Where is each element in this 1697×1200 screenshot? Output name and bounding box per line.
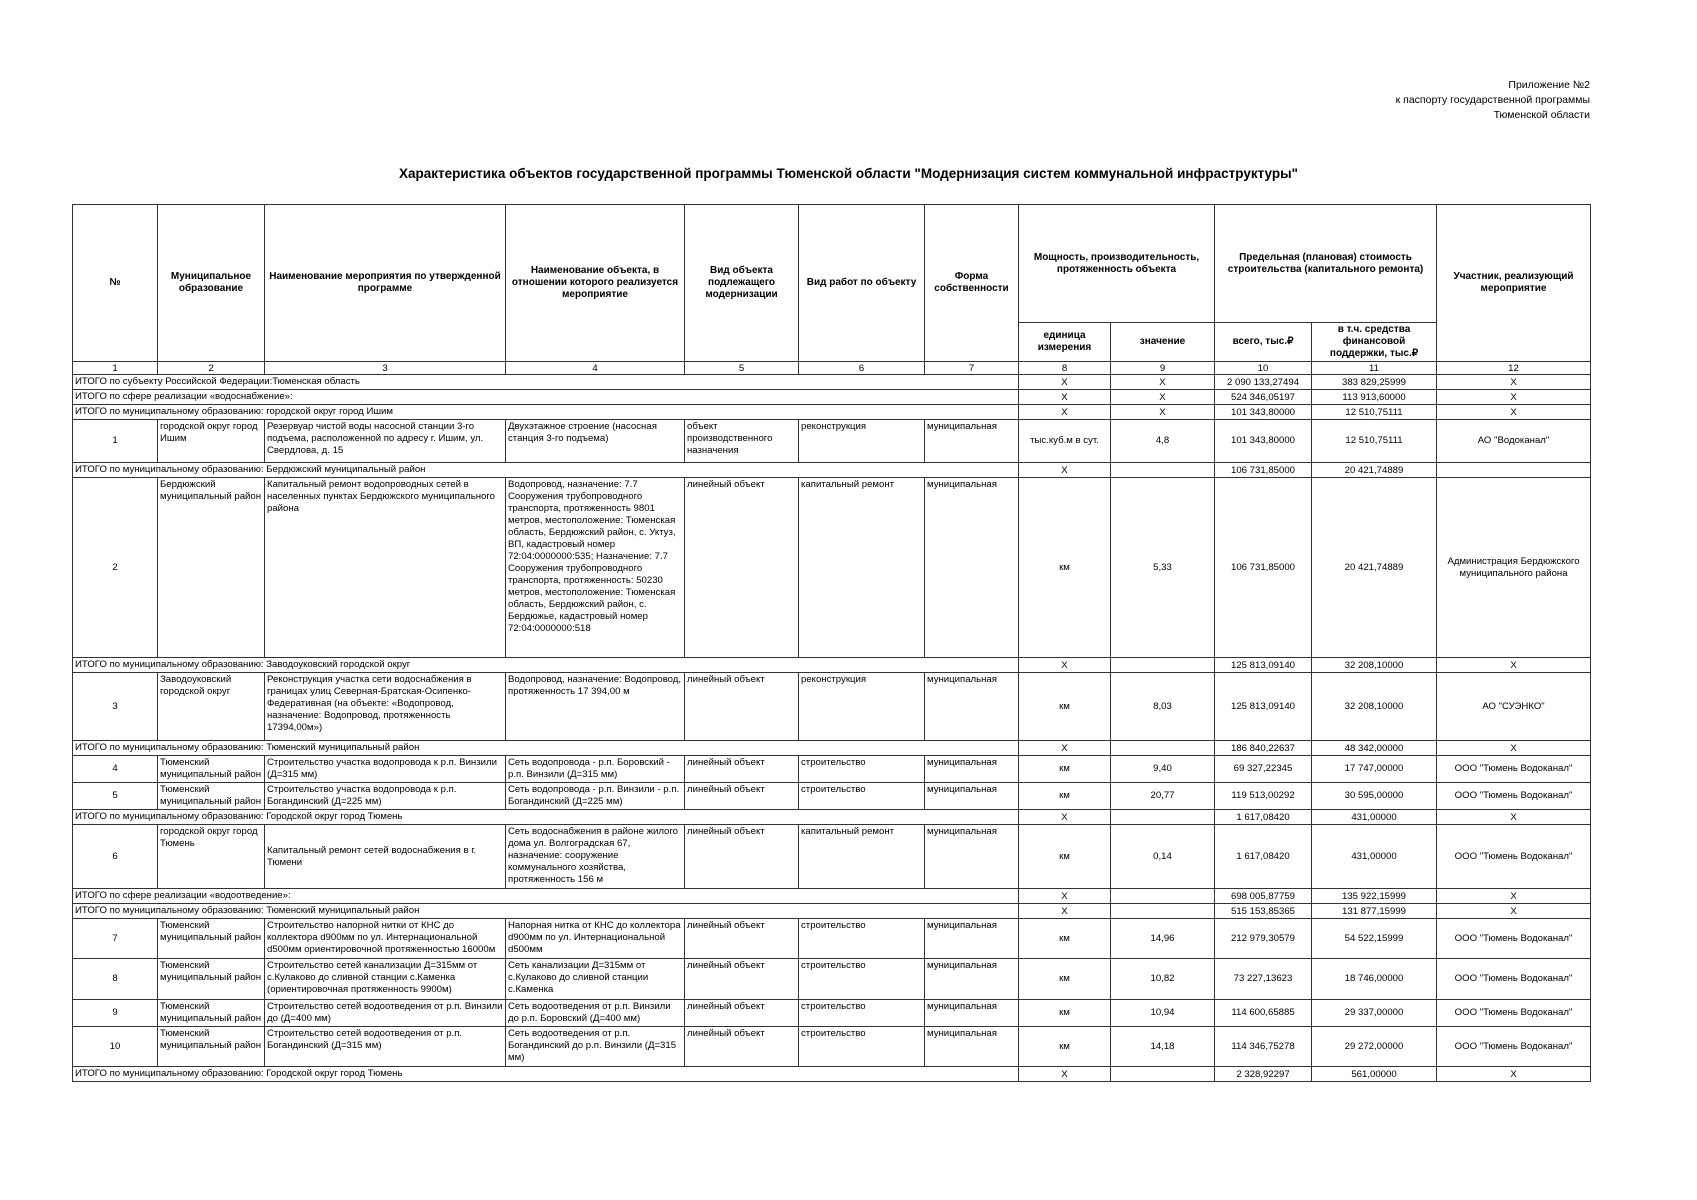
row-no: 7 xyxy=(73,919,158,959)
col-number: 11 xyxy=(1312,362,1437,375)
total-label: ИТОГО по муниципальному образованию: городской округ город Ишим xyxy=(73,405,1019,420)
row-no: 8 xyxy=(73,959,158,1000)
row-value: 9,40 xyxy=(1111,756,1215,783)
total-value xyxy=(1111,741,1215,756)
row-ownership: муниципальная xyxy=(925,783,1019,810)
header-work-type: Вид работ по объекту xyxy=(799,205,925,362)
total-support: 431,00000 xyxy=(1312,810,1437,825)
total-row xyxy=(73,904,1591,919)
total-cost: 524 346,05197 xyxy=(1215,390,1312,405)
total-participant: X xyxy=(1437,810,1591,825)
total-unit: X xyxy=(1019,904,1111,919)
row-unit: км xyxy=(1019,673,1111,741)
header-participant: Участник, реализующий мероприятие xyxy=(1437,205,1591,362)
header-cost-total: всего, тыс.₽ xyxy=(1215,323,1312,362)
total-support: 135 922,15999 xyxy=(1312,889,1437,904)
total-label: ИТОГО по муниципальному образованию: Городской округ город Тюмень xyxy=(73,810,1019,825)
row-measure: Строительство напорной нитки от КНС до коллектора d900мм по ул. Интернациональной d500мм ориентировочной протяженностью 16000м xyxy=(265,919,506,959)
header-object-type: Вид объекта подлежащего модернизации xyxy=(685,205,799,362)
row-cost-support: 12 510,75111 xyxy=(1312,420,1437,463)
row-cost-total: 73 227,13623 xyxy=(1215,959,1312,1000)
row-object: Водопровод, назначение: Водопровод, протяженность 17 394,00 м xyxy=(506,673,685,741)
header-cost-support: в т.ч. средства финансовой поддержки, тыс.₽ xyxy=(1312,323,1437,362)
row-cost-support: 17 747,00000 xyxy=(1312,756,1437,783)
total-participant: X xyxy=(1437,741,1591,756)
row-cost-support: 20 421,74889 xyxy=(1312,478,1437,658)
table-row xyxy=(73,1027,1591,1067)
row-municipality: городской округ город Ишим xyxy=(158,420,265,463)
total-row xyxy=(73,390,1591,405)
total-participant xyxy=(1437,463,1591,478)
row-participant: ООО "Тюмень Водоканал" xyxy=(1437,756,1591,783)
row-cost-support: 32 208,10000 xyxy=(1312,673,1437,741)
total-unit: X xyxy=(1019,390,1111,405)
document-title: Характеристика объектов государственной программы Тюменской области "Модернизация систем коммунальной инфраструктуры" xyxy=(398,166,1299,181)
row-object-type: линейный объект xyxy=(685,756,799,783)
row-cost-support: 29 337,00000 xyxy=(1312,1000,1437,1027)
row-participant: ООО "Тюмень Водоканал" xyxy=(1437,1000,1591,1027)
row-value: 5,33 xyxy=(1111,478,1215,658)
row-value: 8,03 xyxy=(1111,673,1215,741)
row-measure: Строительство участка водопровода к р.п. Винзили (Д=315 мм) xyxy=(265,756,506,783)
col-number: 10 xyxy=(1215,362,1312,375)
total-label: ИТОГО по муниципальному образованию: Городской округ город Тюмень xyxy=(73,1067,1019,1082)
annex-note xyxy=(1396,78,1590,123)
col-number: 5 xyxy=(685,362,799,375)
row-participant: ООО "Тюмень Водоканал" xyxy=(1437,783,1591,810)
total-unit: X xyxy=(1019,463,1111,478)
row-unit: км xyxy=(1019,756,1111,783)
total-unit: X xyxy=(1019,889,1111,904)
header-object: Наименование объекта, в отношении которого реализуется мероприятие xyxy=(506,205,685,362)
row-ownership: муниципальная xyxy=(925,919,1019,959)
row-value: 14,18 xyxy=(1111,1027,1215,1067)
row-value: 0,14 xyxy=(1111,825,1215,889)
row-cost-total: 106 731,85000 xyxy=(1215,478,1312,658)
row-ownership: муниципальная xyxy=(925,756,1019,783)
total-participant: X xyxy=(1437,889,1591,904)
row-measure: Строительство участка водопровода к р.п. Богандинский (Д=225 мм) xyxy=(265,783,506,810)
total-cost: 515 153,85365 xyxy=(1215,904,1312,919)
row-value: 14,96 xyxy=(1111,919,1215,959)
row-value: 20,77 xyxy=(1111,783,1215,810)
table-row xyxy=(73,756,1591,783)
row-unit: тыс.куб.м в сут. xyxy=(1019,420,1111,463)
total-row xyxy=(73,375,1591,390)
row-ownership: муниципальная xyxy=(925,1027,1019,1067)
row-cost-support: 431,00000 xyxy=(1312,825,1437,889)
row-object: Двухэтажное строение (насосная станция 3-го подъема) xyxy=(506,420,685,463)
total-unit: X xyxy=(1019,810,1111,825)
total-label: ИТОГО по сфере реализации «водоснабжение»: xyxy=(73,390,1019,405)
row-municipality: Тюменский муниципальный район xyxy=(158,1000,265,1027)
row-work-type: строительство xyxy=(799,1000,925,1027)
row-unit: км xyxy=(1019,959,1111,1000)
row-participant: ООО "Тюмень Водоканал" xyxy=(1437,1027,1591,1067)
total-cost: 2 090 133,27494 xyxy=(1215,375,1312,390)
table-row xyxy=(73,673,1591,741)
total-cost: 1 617,08420 xyxy=(1215,810,1312,825)
total-participant: X xyxy=(1437,658,1591,673)
total-participant: X xyxy=(1437,375,1591,390)
row-unit: км xyxy=(1019,825,1111,889)
row-municipality: городской округ город Тюмень xyxy=(158,825,265,889)
col-number: 4 xyxy=(506,362,685,375)
row-measure: Строительство сетей канализации Д=315мм от с.Кулаково до сливной станции с.Каменка (ориентировочная протяженность 9900м) xyxy=(265,959,506,1000)
row-cost-total: 114 346,75278 xyxy=(1215,1027,1312,1067)
row-object: Сеть водопровода - р.п. Винзили - р.п. Богандинский (Д=225 мм) xyxy=(506,783,685,810)
total-participant: X xyxy=(1437,390,1591,405)
row-object: Водопровод, назначение: 7.7 Сооружения трубопроводного транспорта, протяженность 9801 метров, местоположение: Тюменская область, Бердюжский район, с. Уктуз, ВП, кадастровый номер 72:04:0000000:535; Назначение: 7.7 Сооружения трубопроводного транспорта, протяженность: 50230 метров, местоположение: Тюменская область, Бердюжский район, с. Бердюжье, кадастровый номер 72:04:0000000:518 xyxy=(506,478,685,658)
row-ownership: муниципальная xyxy=(925,478,1019,658)
row-measure: Капитальный ремонт водопроводных сетей в населенных пунктах Бердюжского муниципального района xyxy=(265,478,506,658)
header-value: значение xyxy=(1111,323,1215,362)
row-object-type: линейный объект xyxy=(685,959,799,1000)
table-row xyxy=(73,783,1591,810)
row-object-type: линейный объект xyxy=(685,1027,799,1067)
row-object: Сеть водоотведения от р.п. Винзили до р.п. Боровский (Д=400 мм) xyxy=(506,1000,685,1027)
annex-line-1: Приложение №2 xyxy=(1508,79,1590,91)
row-object: Сеть водоснабжения в районе жилого дома ул. Волгоградская 67, назначение: сооружение коммунального хозяйства, протяженность 156 м xyxy=(506,825,685,889)
row-work-type: капитальный ремонт xyxy=(799,825,925,889)
total-row xyxy=(73,810,1591,825)
total-participant: X xyxy=(1437,1067,1591,1082)
total-value: X xyxy=(1111,405,1215,420)
total-value xyxy=(1111,904,1215,919)
row-participant: АО "Водоканал" xyxy=(1437,420,1591,463)
total-cost: 125 813,09140 xyxy=(1215,658,1312,673)
row-object: Сеть канализации Д=315мм от с.Кулаково до сливной станции с.Каменка xyxy=(506,959,685,1000)
total-row xyxy=(73,405,1591,420)
objects-table xyxy=(72,204,1591,1082)
total-value xyxy=(1111,1067,1215,1082)
total-value xyxy=(1111,658,1215,673)
total-row xyxy=(73,1067,1591,1082)
row-object-type: линейный объект xyxy=(685,478,799,658)
row-cost-support: 29 272,00000 xyxy=(1312,1027,1437,1067)
total-label: ИТОГО по субъекту Российской Федерации:Тюменская область xyxy=(73,375,1019,390)
row-object: Напорная нитка от КНС до коллектора d900мм по ул. Интернациональной d500мм xyxy=(506,919,685,959)
total-cost: 698 005,87759 xyxy=(1215,889,1312,904)
row-measure: Реконструкция участка сети водоснабжения в границах улиц Северная-Братская-Осипенко-Федеративная (на объекте: «Водопровод, назначение: Водопровод, протяженность 17394,00м») xyxy=(265,673,506,741)
total-support: 20 421,74889 xyxy=(1312,463,1437,478)
row-work-type: строительство xyxy=(799,756,925,783)
row-cost-total: 212 979,30579 xyxy=(1215,919,1312,959)
row-municipality: Тюменский муниципальный район xyxy=(158,756,265,783)
row-no: 3 xyxy=(73,673,158,741)
row-cost-total: 125 813,09140 xyxy=(1215,673,1312,741)
total-support: 383 829,25999 xyxy=(1312,375,1437,390)
total-label: ИТОГО по муниципальному образованию: Тюменский муниципальный район xyxy=(73,904,1019,919)
row-cost-support: 18 746,00000 xyxy=(1312,959,1437,1000)
row-no: 10 xyxy=(73,1027,158,1067)
row-no: 5 xyxy=(73,783,158,810)
row-participant: ООО "Тюмень Водоканал" xyxy=(1437,959,1591,1000)
row-cost-total: 114 600,65885 xyxy=(1215,1000,1312,1027)
row-work-type: строительство xyxy=(799,959,925,1000)
header-ownership: Форма собственности xyxy=(925,205,1019,362)
total-support: 48 342,00000 xyxy=(1312,741,1437,756)
row-cost-support: 54 522,15999 xyxy=(1312,919,1437,959)
table-row xyxy=(73,1000,1591,1027)
total-unit: X xyxy=(1019,1067,1111,1082)
row-value: 10,94 xyxy=(1111,1000,1215,1027)
row-municipality: Тюменский муниципальный район xyxy=(158,783,265,810)
total-value: X xyxy=(1111,390,1215,405)
total-participant: X xyxy=(1437,405,1591,420)
row-cost-total: 69 327,22345 xyxy=(1215,756,1312,783)
row-work-type: строительство xyxy=(799,1027,925,1067)
row-measure: Строительство сетей водоотведения от р.п. Винзили до (Д=400 мм) xyxy=(265,1000,506,1027)
row-municipality: Бердюжский муниципальный район xyxy=(158,478,265,658)
row-work-type: строительство xyxy=(799,783,925,810)
row-object-type: линейный объект xyxy=(685,825,799,889)
row-work-type: реконструкция xyxy=(799,673,925,741)
total-row xyxy=(73,741,1591,756)
col-number: 9 xyxy=(1111,362,1215,375)
total-support: 131 877,15999 xyxy=(1312,904,1437,919)
header-row xyxy=(73,205,1591,323)
row-participant: АО "СУЭНКО" xyxy=(1437,673,1591,741)
total-value: X xyxy=(1111,375,1215,390)
header-capacity: Мощность, производительность, протяженность объекта xyxy=(1019,205,1215,323)
row-participant: Администрация Бердюжского муниципального района xyxy=(1437,478,1591,658)
col-number: 8 xyxy=(1019,362,1111,375)
row-object: Сеть водопровода - р.п. Боровский - р.п. Винзили (Д=315 мм) xyxy=(506,756,685,783)
row-no: 4 xyxy=(73,756,158,783)
total-unit: X xyxy=(1019,375,1111,390)
total-unit: X xyxy=(1019,741,1111,756)
total-label: ИТОГО по сфере реализации «водоотведение»: xyxy=(73,889,1019,904)
row-work-type: реконструкция xyxy=(799,420,925,463)
row-object-type: линейный объект xyxy=(685,673,799,741)
row-cost-total: 101 343,80000 xyxy=(1215,420,1312,463)
row-municipality: Тюменский муниципальный район xyxy=(158,919,265,959)
row-municipality: Тюменский муниципальный район xyxy=(158,1027,265,1067)
total-row xyxy=(73,658,1591,673)
row-participant: ООО "Тюмень Водоканал" xyxy=(1437,919,1591,959)
row-unit: км xyxy=(1019,478,1111,658)
total-unit: X xyxy=(1019,405,1111,420)
table-row xyxy=(73,959,1591,1000)
total-cost: 186 840,22637 xyxy=(1215,741,1312,756)
column-numbers-row xyxy=(73,362,1591,375)
total-label: ИТОГО по муниципальному образованию: Бердюжский муниципальный район xyxy=(73,463,1019,478)
row-object-type: линейный объект xyxy=(685,919,799,959)
row-unit: км xyxy=(1019,1027,1111,1067)
table-row xyxy=(73,420,1591,463)
row-object-type: линейный объект xyxy=(685,1000,799,1027)
row-no: 1 xyxy=(73,420,158,463)
header-no: № xyxy=(73,205,158,362)
header-cost: Предельная (плановая) стоимость строительства (капитального ремонта) xyxy=(1215,205,1437,323)
total-row xyxy=(73,463,1591,478)
row-no: 6 xyxy=(73,825,158,889)
row-cost-total: 1 617,08420 xyxy=(1215,825,1312,889)
total-unit: X xyxy=(1019,658,1111,673)
row-ownership: муниципальная xyxy=(925,825,1019,889)
total-participant: X xyxy=(1437,904,1591,919)
row-measure: Резервуар чистой воды насосной станции 3-го подъема, расположенной по адресу г. Ишим, ул. Свердлова, д. 15 xyxy=(265,420,506,463)
row-unit: км xyxy=(1019,1000,1111,1027)
total-cost: 2 328,92297 xyxy=(1215,1067,1312,1082)
row-cost-total: 119 513,00292 xyxy=(1215,783,1312,810)
table-row xyxy=(73,825,1591,889)
row-unit: км xyxy=(1019,919,1111,959)
row-no: 9 xyxy=(73,1000,158,1027)
col-number: 6 xyxy=(799,362,925,375)
col-number: 12 xyxy=(1437,362,1591,375)
row-municipality: Заводоуковский городской округ xyxy=(158,673,265,741)
row-ownership: муниципальная xyxy=(925,420,1019,463)
total-cost: 101 343,80000 xyxy=(1215,405,1312,420)
row-unit: км xyxy=(1019,783,1111,810)
col-number: 1 xyxy=(73,362,158,375)
row-work-type: капитальный ремонт xyxy=(799,478,925,658)
total-support: 12 510,75111 xyxy=(1312,405,1437,420)
row-object-type: линейный объект xyxy=(685,783,799,810)
row-participant: ООО "Тюмень Водоканал" xyxy=(1437,825,1591,889)
row-ownership: муниципальная xyxy=(925,1000,1019,1027)
header-municipality: Муниципальное образование xyxy=(158,205,265,362)
total-row xyxy=(73,889,1591,904)
row-measure: Капитальный ремонт сетей водоснабжения в г. Тюмени xyxy=(265,825,506,889)
row-municipality: Тюменский муниципальный район xyxy=(158,959,265,1000)
col-number: 3 xyxy=(265,362,506,375)
total-support: 113 913,60000 xyxy=(1312,390,1437,405)
table-row xyxy=(73,478,1591,658)
total-support: 32 208,10000 xyxy=(1312,658,1437,673)
table-row xyxy=(73,919,1591,959)
total-value xyxy=(1111,889,1215,904)
row-value: 4,8 xyxy=(1111,420,1215,463)
row-object: Сеть водоотведения от р.п. Богандинский до р.п. Винзили (Д=315 мм) xyxy=(506,1027,685,1067)
row-value: 10,82 xyxy=(1111,959,1215,1000)
row-ownership: муниципальная xyxy=(925,959,1019,1000)
row-work-type: строительство xyxy=(799,919,925,959)
annex-line-3: Тюменской области xyxy=(1493,109,1590,121)
row-object-type: объект производственного назначения xyxy=(685,420,799,463)
header-measure: Наименование мероприятия по утвержденной программе xyxy=(265,205,506,362)
row-no: 2 xyxy=(73,478,158,658)
total-support: 561,00000 xyxy=(1312,1067,1437,1082)
total-label: ИТОГО по муниципальному образованию: Заводоуковский городской округ xyxy=(73,658,1019,673)
total-cost: 106 731,85000 xyxy=(1215,463,1312,478)
col-number: 2 xyxy=(158,362,265,375)
total-label: ИТОГО по муниципальному образованию: Тюменский муниципальный район xyxy=(73,741,1019,756)
header-unit: единица измерения xyxy=(1019,323,1111,362)
total-value xyxy=(1111,463,1215,478)
row-ownership: муниципальная xyxy=(925,673,1019,741)
total-value xyxy=(1111,810,1215,825)
row-measure: Строительство сетей водоотведения от р.п. Богандинский (Д=315 мм) xyxy=(265,1027,506,1067)
col-number: 7 xyxy=(925,362,1019,375)
row-cost-support: 30 595,00000 xyxy=(1312,783,1437,810)
annex-line-2: к паспорту государственной программы xyxy=(1395,94,1590,106)
